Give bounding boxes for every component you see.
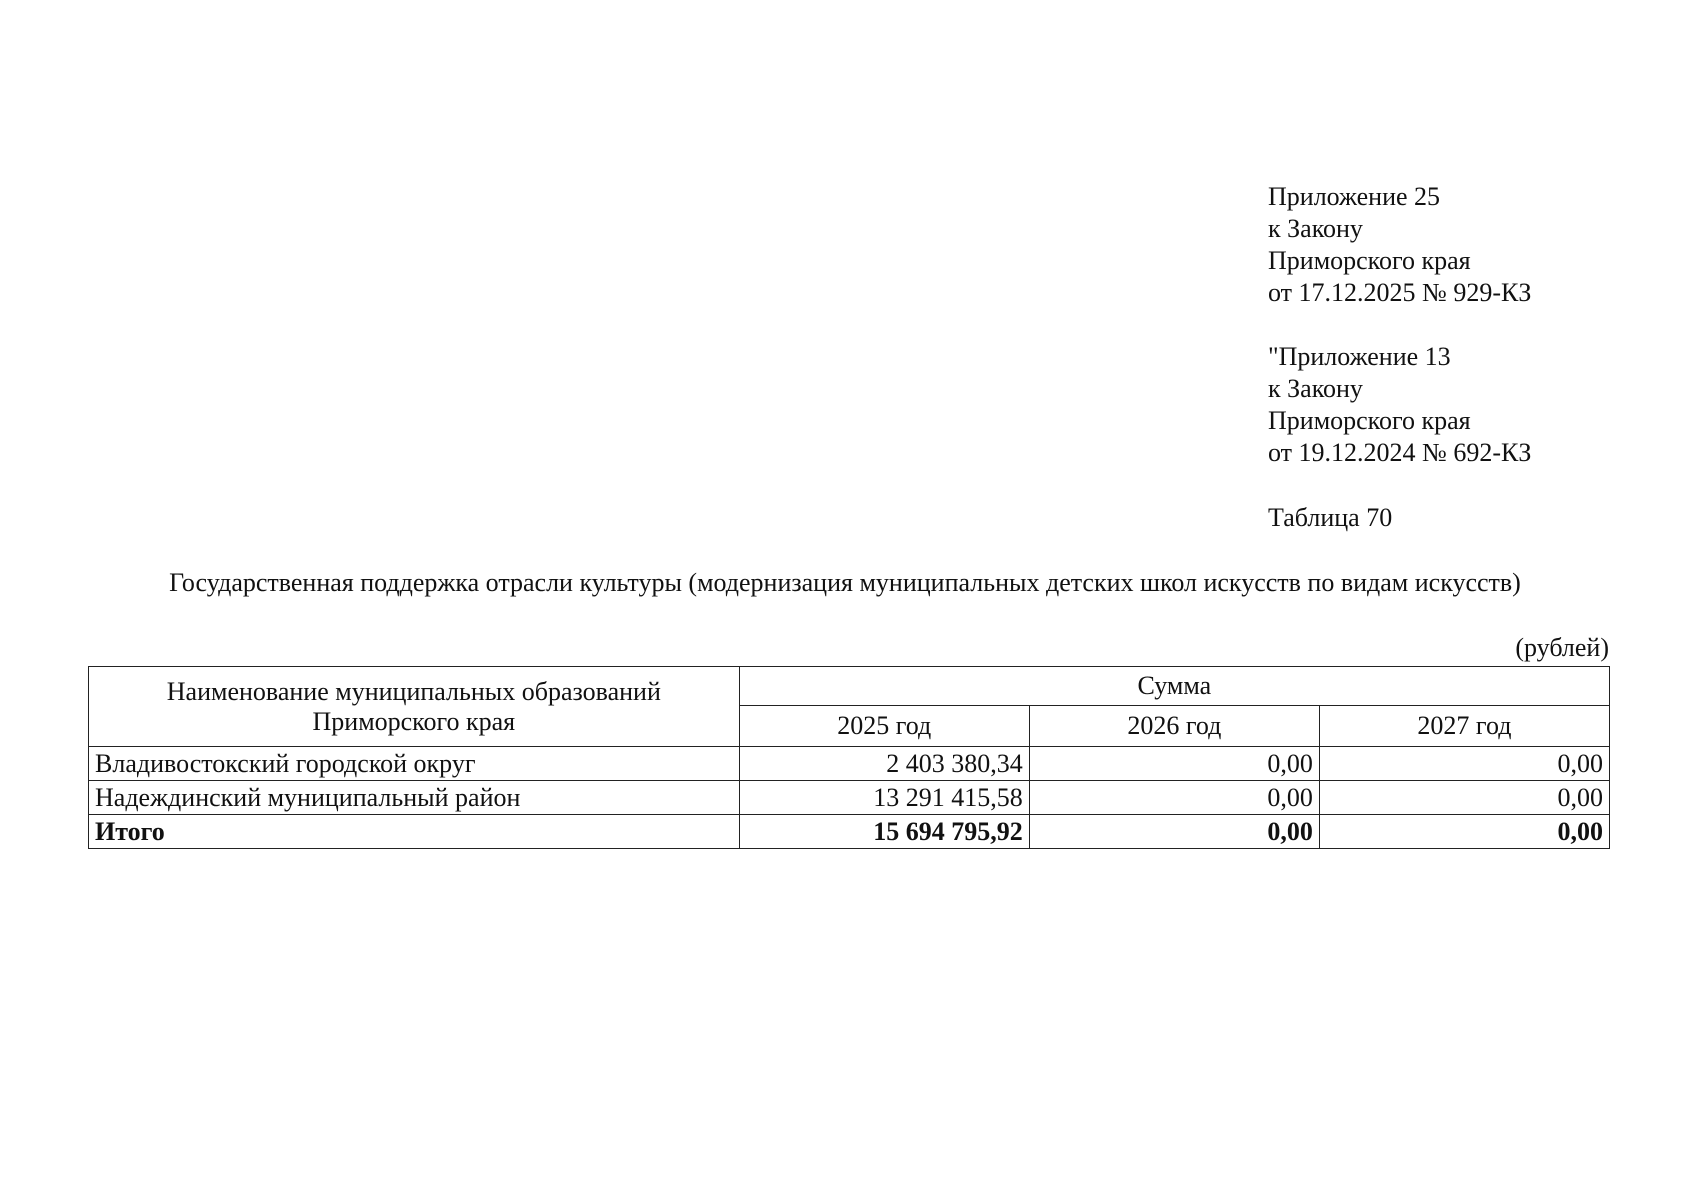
amount-2025: 2 403 380,34: [739, 747, 1029, 781]
units-label: (рублей): [1515, 633, 1609, 662]
amount-2027: 0,00: [1319, 747, 1609, 781]
header-municipality: [89, 667, 740, 747]
header-year-2026: 2026 год: [1029, 706, 1319, 747]
total-row: [89, 815, 1610, 849]
amount-2026: 0,00: [1029, 781, 1319, 815]
total-label: Итого: [89, 815, 740, 849]
total-amount-2025: 15 694 795,92: [739, 815, 1029, 849]
annex-law-label: к Закону: [1268, 214, 1363, 243]
prior-annex: [1268, 341, 1531, 469]
header-year-2025: 2025 год: [739, 706, 1029, 747]
prior-annex-law-date: от 19.12.2024 № 692-КЗ: [1268, 438, 1532, 467]
table-header-row: [89, 667, 1610, 706]
annex-region: Приморского края: [1268, 246, 1471, 275]
annex-number: Приложение 25: [1268, 182, 1441, 211]
table-row: [89, 781, 1610, 815]
total-amount-2027: 0,00: [1319, 815, 1609, 849]
table-row: [89, 747, 1610, 781]
amount-2025: 13 291 415,58: [739, 781, 1029, 815]
budget-table: [88, 666, 1610, 849]
header-year-2027: 2027 год: [1319, 706, 1609, 747]
total-amount-2026: 0,00: [1029, 815, 1319, 849]
annex-reference: [1268, 181, 1531, 501]
header-municipality-line2: Приморского края: [312, 706, 516, 736]
municipality-name: Надеждинский муниципальный район: [89, 781, 740, 815]
municipality-name: Владивостокский городской округ: [89, 747, 740, 781]
prior-annex-region: Приморского края: [1268, 406, 1471, 435]
annex-law-date: от 17.12.2025 № 929-КЗ: [1268, 278, 1532, 307]
table-number: Таблица 70: [1268, 503, 1393, 532]
document-title: Государственная поддержка отрасли культуры (модернизация муниципальных детских школ искусств по видам искусств): [169, 568, 1521, 597]
prior-annex-law-label: к Закону: [1268, 374, 1363, 403]
amount-2027: 0,00: [1319, 781, 1609, 815]
header-municipality-line1: Наименование муниципальных образований: [166, 676, 661, 706]
current-annex: [1268, 181, 1531, 309]
header-sum: Сумма: [739, 667, 1609, 706]
prior-annex-number: "Приложение 13: [1268, 342, 1451, 371]
amount-2026: 0,00: [1029, 747, 1319, 781]
